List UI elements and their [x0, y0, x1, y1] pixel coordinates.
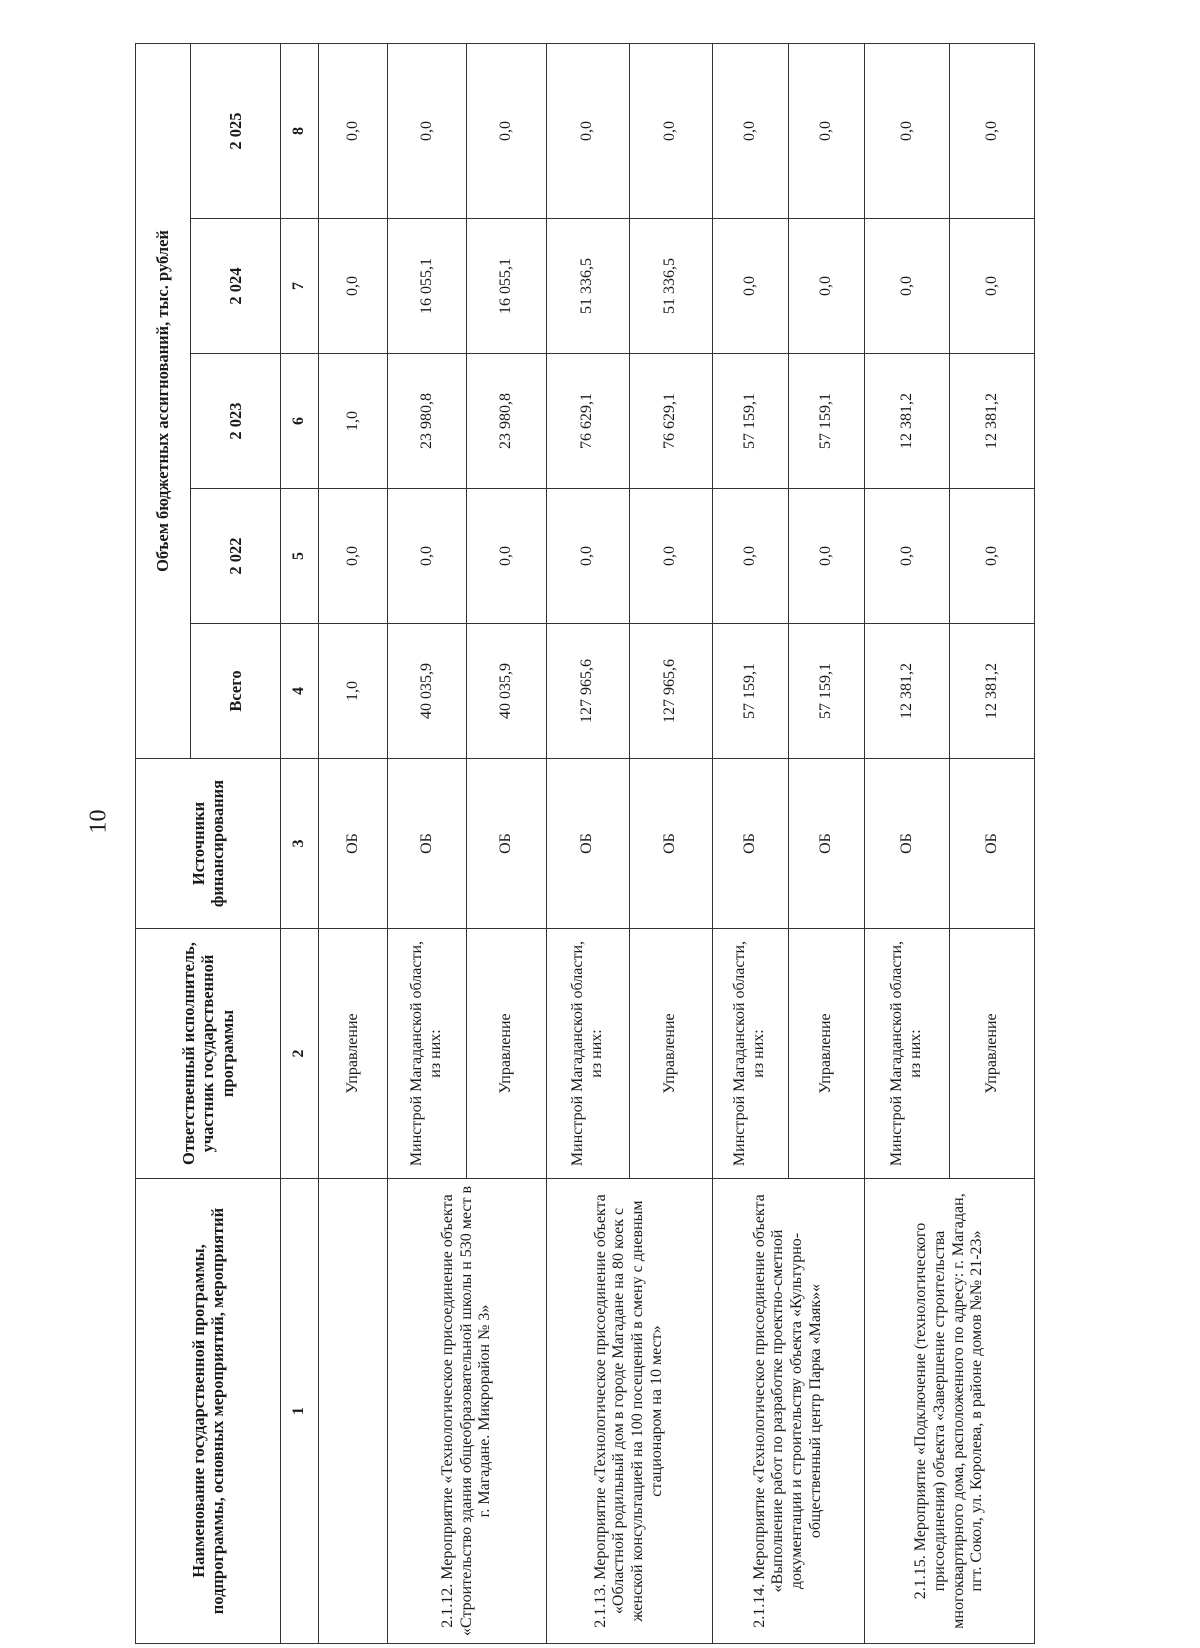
- table-row: [319, 44, 388, 1644]
- row-total: 127 965,6: [629, 624, 712, 759]
- row-2025: 0,0: [547, 44, 630, 219]
- col-index: 8: [281, 44, 319, 219]
- row-2024: 0,0: [319, 219, 388, 354]
- row-source: ОБ: [788, 759, 864, 929]
- row-2023: 76 629,1: [629, 354, 712, 489]
- row-2022: 0,0: [387, 489, 467, 624]
- col-index: 1: [281, 1179, 319, 1644]
- row-source: ОБ: [319, 759, 388, 929]
- row-total: 12 381,2: [950, 624, 1035, 759]
- row-2022: 0,0: [865, 489, 950, 624]
- row-2025: 0,0: [788, 44, 864, 219]
- row-source: ОБ: [712, 759, 788, 929]
- row-executor: Управление: [629, 929, 712, 1179]
- row-2022: 0,0: [788, 489, 864, 624]
- row-2025: 0,0: [865, 44, 950, 219]
- header-total: Всего: [191, 624, 281, 759]
- row-2025: 0,0: [387, 44, 467, 219]
- row-2023: 76 629,1: [547, 354, 630, 489]
- row-2022: 0,0: [467, 489, 547, 624]
- col-index: 2: [281, 929, 319, 1179]
- row-executor: Управление: [467, 929, 547, 1179]
- header-executor: Ответственный исполнитель, участник государственной программы: [136, 929, 281, 1179]
- row-2022: 0,0: [319, 489, 388, 624]
- row-source: ОБ: [547, 759, 630, 929]
- row-source: ОБ: [950, 759, 1035, 929]
- header-year-2022: 2 022: [191, 489, 281, 624]
- row-name: 2.1.12. Мероприятие «Технологическое присоединение объекта «Строительство здания общеобразовательной школы н 530 мест в г. Магадане. Микрорайон № 3»: [387, 1179, 546, 1644]
- table-row: [865, 44, 950, 1644]
- header-year-2025: 2 025: [191, 44, 281, 219]
- row-total: 57 159,1: [788, 624, 864, 759]
- table-row: [547, 44, 630, 1644]
- row-2023: 1,0: [319, 354, 388, 489]
- row-2025: 0,0: [319, 44, 388, 219]
- row-source: ОБ: [387, 759, 467, 929]
- row-executor: Минстрой Магаданской области, из них:: [547, 929, 630, 1179]
- row-2025: 0,0: [629, 44, 712, 219]
- header-volume-group: Объем бюджетных ассигнований, тыс. рублей: [136, 44, 191, 759]
- col-index: 7: [281, 219, 319, 354]
- row-executor: Минстрой Магаданской области, из них:: [712, 929, 788, 1179]
- row-2024: 0,0: [788, 219, 864, 354]
- row-executor: Управление: [950, 929, 1035, 1179]
- row-2023: 57 159,1: [712, 354, 788, 489]
- row-total: 12 381,2: [865, 624, 950, 759]
- row-2025: 0,0: [950, 44, 1035, 219]
- row-total: 1,0: [319, 624, 388, 759]
- row-executor: Минстрой Магаданской области, из них:: [387, 929, 467, 1179]
- col-index: 3: [281, 759, 319, 929]
- row-2022: 0,0: [712, 489, 788, 624]
- row-2024: 16 055,1: [387, 219, 467, 354]
- table-row: [387, 44, 467, 1644]
- row-name-cell: [319, 1179, 388, 1644]
- row-2022: 0,0: [547, 489, 630, 624]
- row-2025: 0,0: [712, 44, 788, 219]
- col-index: 5: [281, 489, 319, 624]
- header-year-2024: 2 024: [191, 219, 281, 354]
- row-2023: 23 980,8: [467, 354, 547, 489]
- row-2023: 57 159,1: [788, 354, 864, 489]
- row-2023: 12 381,2: [950, 354, 1035, 489]
- row-2024: 51 336,5: [547, 219, 630, 354]
- rotated-page: [135, 44, 1035, 1644]
- column-index-row: [281, 44, 319, 1644]
- row-2024: 0,0: [865, 219, 950, 354]
- col-index: 4: [281, 624, 319, 759]
- row-2024: 0,0: [712, 219, 788, 354]
- row-total: 57 159,1: [712, 624, 788, 759]
- row-name: 2.1.14. Мероприятие «Технологическое присоединение объекта «Выполнение работ по разработке проектно-сметной документации и строительству объекта «Культурно-общественный центр Парка «Маяк»«: [712, 1179, 865, 1644]
- row-name: 2.1.13. Мероприятие «Технологическое присоединение объекта «Областной родильный дом в городе Магадане на 80 коек с женской консультацией на 100 посещений в смену с дневным стационаром на 10 мест»: [547, 1179, 712, 1644]
- row-2022: 0,0: [629, 489, 712, 624]
- row-executor: Управление: [319, 929, 388, 1179]
- row-source: ОБ: [467, 759, 547, 929]
- col-index: 6: [281, 354, 319, 489]
- page-number: 10: [85, 809, 112, 834]
- row-executor: Управление: [788, 929, 864, 1179]
- header-name: Наименование государственной программы, подпрограммы, основных мероприятий, мероприятий: [136, 1179, 281, 1644]
- row-2023: 12 381,2: [865, 354, 950, 489]
- row-total: 40 035,9: [467, 624, 547, 759]
- row-2022: 0,0: [950, 489, 1035, 624]
- budget-table: [135, 43, 1035, 1644]
- header-year-2023: 2 023: [191, 354, 281, 489]
- row-2025: 0,0: [467, 44, 547, 219]
- row-2023: 23 980,8: [387, 354, 467, 489]
- table-row: [712, 44, 788, 1644]
- row-2024: 51 336,5: [629, 219, 712, 354]
- row-source: ОБ: [629, 759, 712, 929]
- row-name: 2.1.15. Мероприятие «Подключение (технологического присоединения) объекта «Завершение строительства многоквартирного дома, расположенного по адресу: г. Магадан, пгт. Сокол, ул. Королева, в районе домов №№ 21-23»: [865, 1179, 1035, 1644]
- row-total: 127 965,6: [547, 624, 630, 759]
- row-2024: 16 055,1: [467, 219, 547, 354]
- row-source: ОБ: [865, 759, 950, 929]
- row-2024: 0,0: [950, 219, 1035, 354]
- header-source: Источники финансирования: [136, 759, 281, 929]
- row-executor: Минстрой Магаданской области, из них:: [865, 929, 950, 1179]
- row-total: 40 035,9: [387, 624, 467, 759]
